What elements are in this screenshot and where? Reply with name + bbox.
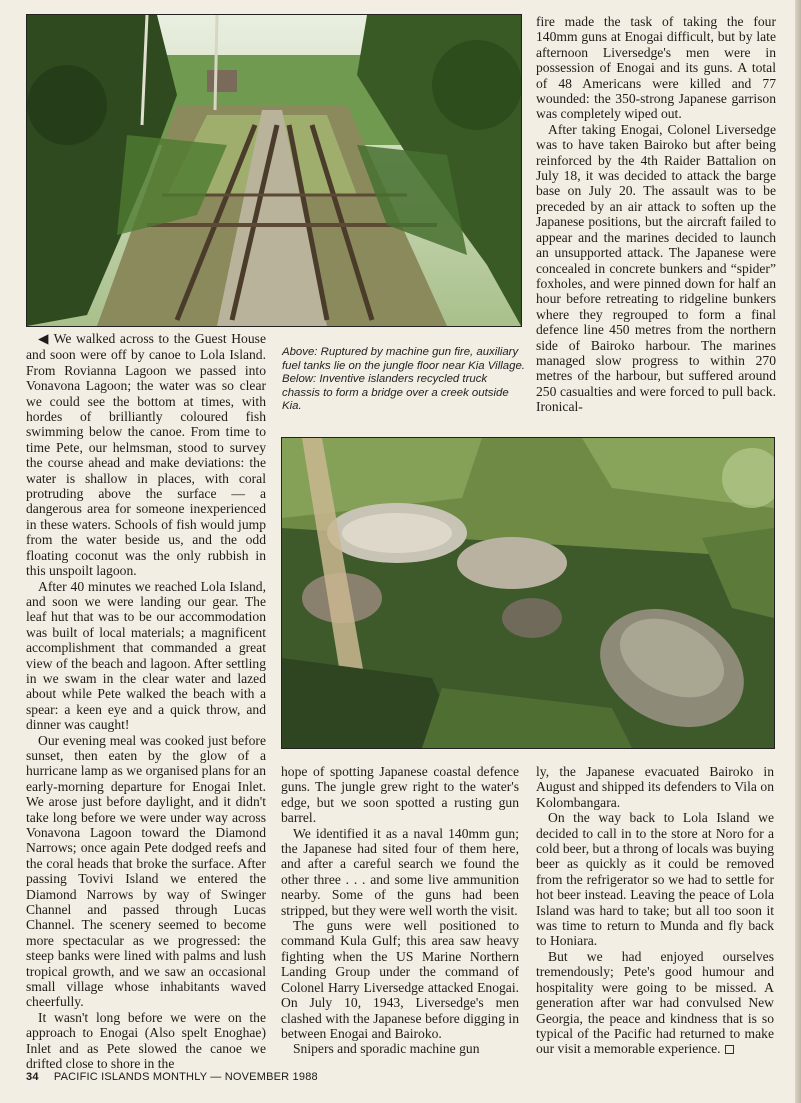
end-mark-icon: [725, 1045, 734, 1054]
left-triangle-icon: ◀: [38, 331, 50, 347]
rail-tracks-image: [27, 15, 521, 326]
paragraph: But we had enjoyed ourselves tremendously; Pete's good humour and hospitality were going to be missed. A generation after war had convulsed New Georgia, the peace and kindness that is so typical of the Pacific had returned to make our visit a memorable experience.: [536, 948, 774, 1057]
paragraph: After taking Enogai, Colonel Liversedge was to have taken Bairoko but after being reinforced by the 4th Raider Battalion on July 18, it was decided to attack the barge base on July 20. The assault was to be preceded by an air attack to soften up the Japanese positions, but the aircraft failed to appear and the marines decided to launch an unsupported attack. The Japanese were concealed in concrete bunkers and “spider” foxholes, and were pinned down for half an hour before retreating to ridgeline bunkers where they regrouped to form a final defence line 450 metres from the northern side of Bairoko harbour. The marines managed slow progress to within 270 metres of the harbour, but suffered around 250 casualties and were forced to pull back. Ironical-: [536, 121, 776, 415]
paragraph: ◀ We walked across to the Guest House and soon were off by canoe to Lola Island. From Rovianna Lagoon we passed into Vonavona Lagoon; the water was so clear we could see the bottom at times, with hordes of brilliantly coloured fish swimming below the canoe. From time to time Pete, our helmsman, stood to survey the course ahead and make deviations: the water is shallow in places, with coral protruding above the surface — a dangerous area for someone inexperienced in these waters. Schools of fish would jump from the water beside us, and the odd floating coconut was the only rubbish in this unspoilt lagoon.: [26, 331, 266, 579]
paragraph: ly, the Japanese evacuated Bairoko in August and shipped its defenders to Vila on Kolombangara.: [536, 764, 774, 810]
paragraph: Our evening meal was cooked just before sunset, then eaten by the glow of a hurricane lamp as we organised plans for an early-morning departure for Enogai Inlet. We arose just before daylight, and it didn't take long before we were under way across Vonavona Lagoon toward the Diamond Narrows; once again Pete dodged reefs and the coral heads that broke the surface. After passing Tovivi Island we entered the Diamond Narrows by way of Swinger Channel and passed through Lucas Channel. The scenery seemed to become more spectacular as we progressed: the steep banks were lined with palms and lush tropical growth, and we saw an occasional small village whose inhabitants waved cheerfully.: [26, 732, 266, 1010]
paragraph: We identified it as a naval 140mm gun; the Japanese had sited four of them here, and after a careful search we found the other three . . . and some live ammunition nearby. Some of the guns had been stripped, but they were well worth the visit.: [281, 825, 519, 918]
paragraph: The guns were well positioned to command Kula Gulf; this area saw heavy fighting when the US Marine Northern Landing Group under the command of Colonel Harry Liversedge attacked Enogai. On July 10, 1943, Liversedge's men clashed with the Japanese before digging in between Enogai and Bairoko.: [281, 918, 519, 1041]
article-column-4: [536, 764, 774, 1057]
paragraph: hope of spotting Japanese coastal defence guns. The jungle grew right to the water's edge, but we soon spotted a rusting gun barrel.: [281, 764, 519, 826]
photo-caption: Above: Ruptured by machine gun fire, auxiliary fuel tanks lie on the jungle floor near Kia Village. Below: Inventive islanders recycled truck chassis to form a bridge over a creek outside Kia.: [282, 346, 525, 413]
page-footer: [26, 1071, 318, 1083]
article-column-1: [26, 331, 266, 1072]
article-column-3: [536, 14, 776, 415]
photo-rail-tracks: [26, 14, 522, 327]
page-edge-shadow: [795, 0, 801, 1103]
paragraph: Snipers and sporadic machine gun: [293, 1041, 480, 1057]
photo-fuel-tanks: [281, 437, 775, 749]
paragraph: fire made the task of taking the four 140mm guns at Enogai difficult, but by late afternoon Liversedge's men were in possession of Enogai and its guns. A total of 48 Americans were killed and 77 wounded: the 350-strong Japanese garrison was completely wiped out.: [536, 14, 776, 122]
paragraph: It wasn't long before we were on the approach to Enogai (Also spelt Enoghae) Inlet and as Pete slowed the canoe we drifted close to shore in the: [26, 1009, 266, 1072]
article-column-2: [281, 764, 519, 1057]
publication-line: PACIFIC ISLANDS MONTHLY — NOVEMBER 1988: [53, 1071, 318, 1083]
paragraph: On the way back to Lola Island we decided to call in to the store at Noro for a cold beer, but a throng of locals was buying beer as quickly as it could be removed from the refrigerator so we had to settle for hot beer instead. Leaving the peace of Lola Island was hard to take; but all too soon it was time to return to Munda and fly back to Honiara.: [536, 810, 774, 949]
paragraph: After 40 minutes we reached Lola Island, and soon we were landing our gear. The leaf hut that was to be our accommodation was built of local materials; a magnificent accomplishment that commanded a great view of the beach and lagoon. After settling in we swam in the clear water and lazed about while Pete walked the beach with a spear: a keen eye and a quick throw, and dinner was caught!: [26, 578, 266, 733]
fuel-tanks-image: [282, 438, 774, 748]
page-number: 34: [26, 1071, 39, 1083]
